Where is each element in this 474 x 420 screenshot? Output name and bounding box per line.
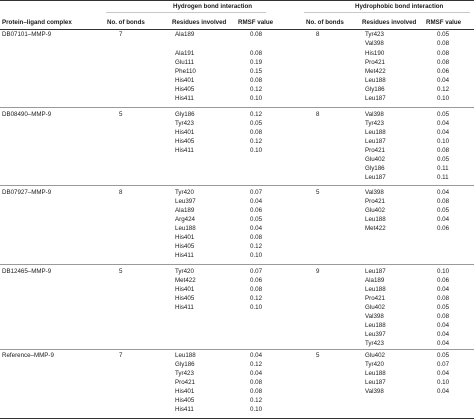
hbond-group-rule [106, 12, 266, 13]
complex-name: Reference–MMP-9 [2, 352, 54, 359]
residue: Val398 [365, 388, 384, 395]
complex-name: DB07101–MMP-9 [2, 31, 52, 38]
hydrophobic-group-rule [304, 12, 470, 13]
rmsf-value: 0.05 [250, 216, 263, 223]
rmsf-value: 0.04 [437, 370, 450, 377]
rmsf-value: 0.12 [250, 86, 263, 93]
residue: Pro421 [365, 147, 385, 154]
complex-name: DB12465–MMP-9 [2, 268, 52, 275]
rmsf-value: 0.04 [437, 388, 450, 395]
header-hbond-rmsf: RMSF value [238, 19, 274, 26]
rmsf-value: 0.08 [250, 234, 263, 241]
residue: Arg424 [175, 216, 195, 223]
residue: Tyr423 [365, 31, 384, 38]
rmsf-value: 0.11 [437, 174, 449, 181]
residue: His190 [365, 50, 385, 57]
residue: Leu397 [175, 198, 196, 205]
residue: Leu187 [365, 268, 386, 275]
residue: Tyr420 [175, 189, 194, 196]
residue: Val398 [365, 313, 384, 320]
header-hbond-no-bonds: No. of bonds [107, 19, 145, 26]
hbond-count: 7 [119, 352, 123, 359]
rmsf-value: 0.05 [437, 156, 450, 163]
residue: Met422 [175, 277, 196, 284]
rmsf-value: 0.12 [250, 295, 263, 302]
rmsf-value: 0.05 [437, 352, 450, 359]
residue: Leu188 [365, 216, 386, 223]
residue: His405 [175, 295, 195, 302]
rmsf-value: 0.12 [250, 138, 263, 145]
complex-name: DB07927–MMP-9 [2, 189, 52, 196]
rmsf-value: 0.12 [250, 243, 263, 250]
residue: Val398 [365, 40, 384, 47]
residue: His401 [175, 286, 195, 293]
rmsf-value: 0.04 [437, 77, 450, 84]
residue: Pro421 [365, 295, 385, 302]
residue: Pro421 [175, 379, 195, 386]
hbond-count: 8 [119, 189, 123, 196]
residue: His405 [175, 138, 195, 145]
residue: Tyr423 [175, 370, 194, 377]
rmsf-value: 0.04 [250, 198, 263, 205]
rmsf-value: 0.12 [250, 111, 263, 118]
hydro-count: 5 [316, 352, 320, 359]
residue: Ala191 [175, 50, 195, 57]
residue: His411 [175, 304, 194, 311]
residue: His401 [175, 77, 195, 84]
residue: Leu188 [365, 77, 386, 84]
complex-name: DB08490–MMP-9 [2, 111, 52, 118]
residue: Val398 [365, 111, 384, 118]
rmsf-value: 0.04 [437, 216, 450, 223]
hydro-count: 8 [316, 111, 320, 118]
residue: Leu188 [365, 286, 386, 293]
hydro-count: 9 [316, 268, 320, 275]
residue: Leu397 [365, 331, 386, 338]
rmsf-value: 0.10 [250, 406, 263, 413]
rmsf-value: 0.06 [437, 277, 450, 284]
rmsf-value: 0.10 [437, 95, 450, 102]
rmsf-value: 0.04 [437, 322, 450, 329]
residue: Leu187 [365, 379, 386, 386]
residue: Phe110 [175, 68, 196, 75]
rmsf-value: 0.10 [250, 252, 263, 259]
rmsf-value: 0.08 [250, 129, 263, 136]
rmsf-value: 0.15 [250, 68, 263, 75]
rmsf-value: 0.08 [437, 50, 450, 57]
residue: His411 [175, 406, 194, 413]
rmsf-value: 0.04 [250, 225, 263, 232]
row-separator [0, 264, 474, 265]
row-separator [0, 349, 474, 350]
residue: His401 [175, 234, 195, 241]
residue: Leu187 [365, 174, 386, 181]
residue: Glu111 [175, 59, 195, 66]
residue: Pro421 [365, 198, 385, 205]
rmsf-value: 0.06 [250, 277, 263, 284]
rmsf-value: 0.04 [437, 331, 450, 338]
residue: Tyr423 [175, 120, 194, 127]
residue: His401 [175, 388, 195, 395]
header-rule [0, 29, 474, 30]
row-separator [0, 185, 474, 186]
rmsf-value: 0.06 [250, 207, 263, 214]
residue: Tyr423 [365, 340, 384, 347]
bottom-rule [0, 418, 474, 419]
rmsf-value: 0.10 [437, 138, 450, 145]
rmsf-value: 0.12 [250, 397, 263, 404]
residue: His411 [175, 95, 194, 102]
residue: Glu402 [365, 207, 385, 214]
rmsf-value: 0.07 [437, 361, 450, 368]
rmsf-value: 0.08 [437, 40, 450, 47]
residue: Gly186 [175, 361, 195, 368]
header-hydro-rmsf: RMSF value [426, 19, 462, 26]
hydro-count: 8 [316, 31, 320, 38]
rmsf-value: 0.04 [250, 370, 263, 377]
residue: His405 [175, 243, 195, 250]
rmsf-value: 0.08 [250, 31, 263, 38]
rmsf-value: 0.06 [437, 68, 450, 75]
residue: His401 [175, 129, 195, 136]
residue: Glu402 [365, 304, 385, 311]
rmsf-value: 0.05 [437, 207, 450, 214]
top-rule [0, 0, 474, 1]
residue: Gly186 [175, 111, 195, 118]
hbond-count: 5 [119, 111, 123, 118]
residue: Leu187 [365, 138, 386, 145]
rmsf-value: 0.05 [437, 111, 450, 118]
rmsf-value: 0.19 [250, 59, 263, 66]
rmsf-value: 0.07 [250, 268, 263, 275]
residue: Val398 [365, 189, 384, 196]
rmsf-value: 0.04 [437, 120, 450, 127]
residue: Leu188 [175, 352, 196, 359]
residue: His411 [175, 147, 194, 154]
header-hbond-group: Hydrogen bond interaction [173, 3, 253, 10]
rmsf-value: 0.04 [437, 129, 450, 136]
residue: Pro421 [365, 59, 385, 66]
residue: Ala189 [365, 277, 385, 284]
residue: Leu188 [365, 370, 386, 377]
rmsf-value: 0.10 [250, 95, 263, 102]
rmsf-value: 0.05 [437, 31, 450, 38]
hydro-count: 5 [316, 189, 320, 196]
rmsf-value: 0.11 [437, 165, 449, 172]
rmsf-value: 0.07 [250, 189, 263, 196]
residue: Glu402 [365, 352, 385, 359]
rmsf-value: 0.05 [250, 120, 263, 127]
rmsf-value: 0.04 [250, 352, 263, 359]
residue: Leu188 [365, 129, 386, 136]
residue: Met422 [365, 225, 386, 232]
rmsf-value: 0.04 [437, 286, 450, 293]
residue: Leu188 [175, 225, 196, 232]
residue: His405 [175, 397, 195, 404]
residue: Tyr423 [365, 120, 384, 127]
rmsf-value: 0.08 [437, 147, 450, 154]
residue: Ala189 [175, 207, 195, 214]
residue: Leu187 [365, 95, 386, 102]
residue: Gly186 [365, 165, 385, 172]
residue: Gly186 [365, 86, 385, 93]
rmsf-value: 0.08 [437, 313, 450, 320]
header-complex: Protein–ligand complex [2, 19, 72, 26]
rmsf-value: 0.10 [437, 268, 450, 275]
header-hydrophobic-group: Hydrophobic bond interaction [355, 3, 444, 10]
rmsf-value: 0.04 [437, 189, 450, 196]
residue: His405 [175, 86, 195, 93]
rmsf-value: 0.12 [437, 86, 450, 93]
residue: Leu188 [365, 322, 386, 329]
residue: Met422 [365, 68, 386, 75]
rmsf-value: 0.08 [250, 379, 263, 386]
rmsf-value: 0.08 [437, 198, 450, 205]
row-separator [0, 107, 474, 108]
rmsf-value: 0.08 [250, 286, 263, 293]
rmsf-value: 0.06 [437, 225, 450, 232]
rmsf-value: 0.10 [250, 304, 263, 311]
residue: Glu402 [365, 156, 385, 163]
header-hbond-residues: Residues involved [172, 19, 227, 26]
rmsf-value: 0.10 [250, 147, 263, 154]
header-hydro-residues: Residues involved [362, 19, 417, 26]
rmsf-value: 0.08 [250, 50, 263, 57]
rmsf-value: 0.08 [250, 77, 263, 84]
residue: Ala189 [175, 31, 195, 38]
hbond-count: 5 [119, 268, 123, 275]
residue: His411 [175, 252, 194, 259]
rmsf-value: 0.08 [437, 295, 450, 302]
header-hydro-no-bonds: No. of bonds [306, 19, 344, 26]
rmsf-value: 0.08 [250, 388, 263, 395]
rmsf-value: 0.08 [437, 59, 450, 66]
rmsf-value: 0.05 [437, 304, 450, 311]
residue: Tyr420 [175, 268, 194, 275]
rmsf-value: 0.04 [437, 340, 450, 347]
residue: Tyr420 [365, 361, 384, 368]
rmsf-value: 0.10 [437, 379, 450, 386]
hbond-count: 7 [119, 31, 123, 38]
rmsf-value: 0.12 [250, 361, 263, 368]
